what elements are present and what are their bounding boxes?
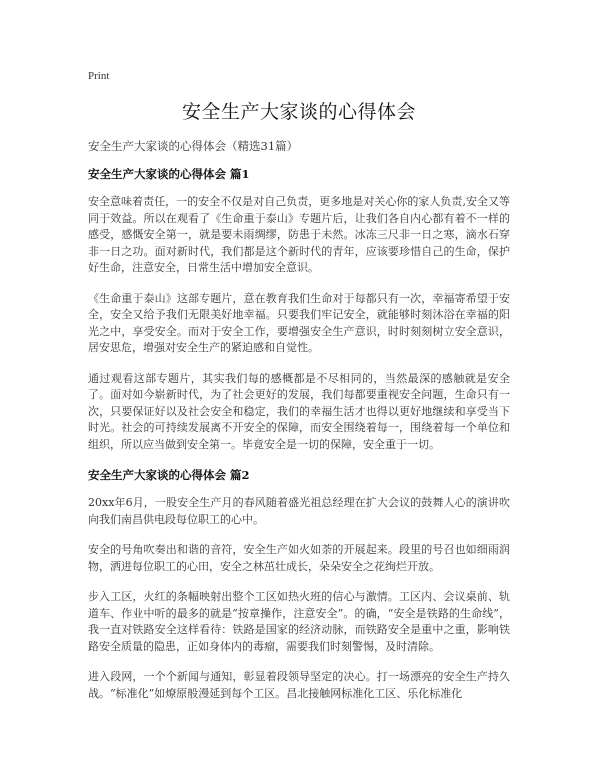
document-subtitle: 安全生产大家谈的心得体会（精选31篇） (88, 139, 299, 153)
section-heading: 安全生产大家谈的心得体会 篇1 (88, 167, 250, 181)
section-heading: 安全生产大家谈的心得体会 篇2 (88, 468, 250, 482)
paragraph: 通过观看这部专题片，其实我们每的感概都是不尽相同的，当然最深的感触就是安全了。面对如今崭新时代，为了社会更好的发展，我们每都要重视安全问题，生命只有一次，只要保证好以及社会安全和稳定，我们的幸福生活才也得以更好地继续和享受当下时光。社会的可持续发展离不开安全的保障，而安全围绕着每一，围绕着每一个单位和组织，所以应当做到安全第一。毕竟安全是一切的保障，安全重于一切。 (88, 371, 510, 451)
section-1 (88, 166, 510, 453)
paragraph: 20xx年6月，一股安全生产月的春风随着盛光祖总经理在扩大会议的鼓舞人心的演讲吹向我们南昌供电段每位职工的心中。 (88, 496, 510, 526)
paragraph: 步入工区，火红的条幅映射出整个工区如热火班的信心与激情。工区内、会议桌前、轨道车、作业中听的最多的就是“按章操作，注意安全”。的确，“安全是铁路的生命线”，我一直对铁路安全这样看待：铁路是国家的经济动脉，而铁路安全是重中之重，影响铁路安全质量的隐患，正如身体内的毒瘤，需要我们时刻警惕，及时清除。 (88, 590, 510, 653)
paragraph: 安全意味着责任，一的安全不仅是对自己负责，更多地是对关心你的家人负责,安全又等同于效益。所以在观看了《生命重于泰山》专题片后，让我们各自内心都有着不一样的感受，感慨安全第一，就是要未雨绸缪，防患于未然。冰冻三尺非一日之寒，滴水石穿非一日之功。面对新时代，我们都是这个新时代的青年，应该要珍惜自己的生命，保护好生命，注意安全，日常生活中增加安全意识。 (88, 195, 510, 274)
paragraph: 《生命重于泰山》这部专题片，意在教育我们生命对于每都只有一次，幸福寄希望于安全，安全又给予我们无限美好地幸福。只要我们牢记安全，就能够时刻沐浴在幸福的阳光之中，享受安全。而对于安全工作，要增强安全生产意识，时时刻刻树立安全意识，居安思危，增强对安全生产的紧迫感和自觉性。 (88, 291, 510, 354)
section-2 (88, 467, 510, 702)
document-title: 安全生产大家谈的心得体会 (181, 101, 416, 123)
paragraph: 安全的号角吹奏出和谐的音符，安全生产如火如荼的开展起来。段里的号召也如细雨润物，洒进每位职工的心田，安全之林茁壮成长，朵朵安全之花绚烂开放。 (88, 543, 510, 573)
paragraph: 进入段网，一个个新闻与通知，彰显着段领导坚定的决心。打一场漂亮的安全生产持久战。“标准化”如燎原般漫延到每个工区。昌北接触网标准化工区、乐化标准化 (88, 670, 510, 700)
print-label[interactable]: Print (88, 70, 110, 82)
